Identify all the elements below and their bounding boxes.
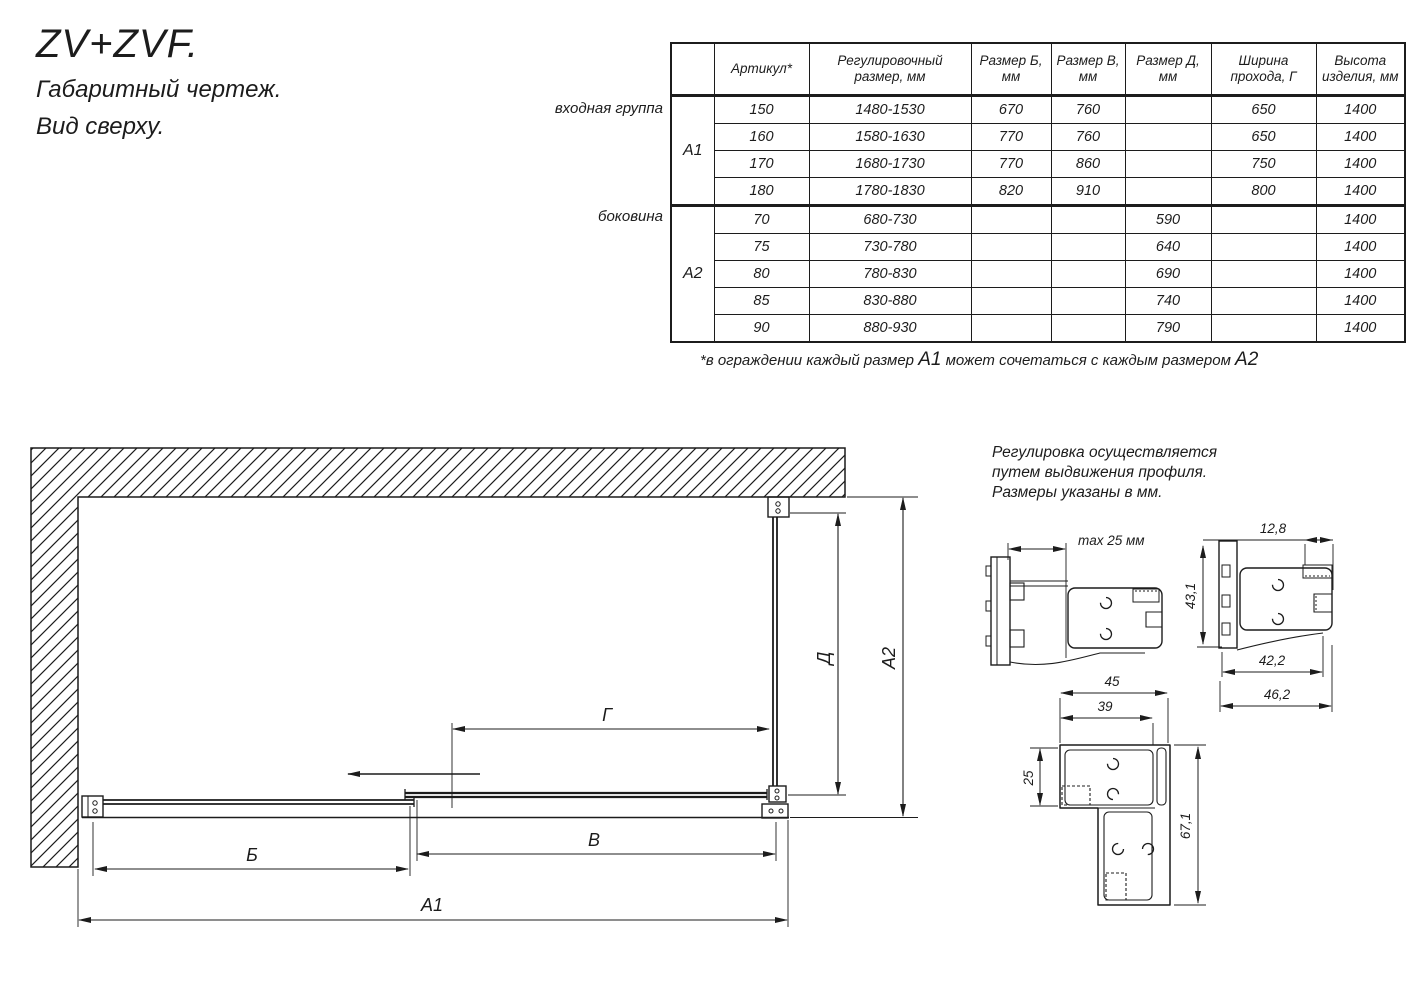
dim-431-label: 43,1	[1183, 582, 1198, 610]
note-line1: Регулировка осуществляется	[992, 444, 1217, 461]
cell: 880-930	[809, 315, 971, 343]
cell: 180	[714, 178, 809, 206]
footnote-a1: А1	[918, 349, 942, 370]
detail-corner-profile	[1021, 674, 1206, 905]
insert-profile	[1068, 588, 1162, 648]
cell: 150	[714, 96, 809, 124]
dim-671-label: 67,1	[1178, 812, 1193, 840]
dim-a1	[78, 820, 788, 927]
top-bracket	[768, 497, 789, 517]
cell: 760	[1051, 96, 1125, 124]
group-code-a1: А1	[671, 96, 714, 206]
header-size-d: Размер Д, мм	[1125, 43, 1211, 96]
header-size-v: Размер В, мм	[1051, 43, 1125, 96]
cell: 1480-1530	[809, 96, 971, 124]
cell: 590	[1125, 206, 1211, 234]
cell: 1400	[1316, 261, 1405, 288]
cell: 820	[971, 178, 1051, 206]
header-height: Высота изделия, мм	[1316, 43, 1405, 96]
dim-422-label: 42,2	[1258, 653, 1286, 668]
cell: 1400	[1316, 124, 1405, 151]
sliding-door	[405, 789, 767, 800]
dim-b-label: Б	[246, 845, 258, 865]
dim-128-label: 12,8	[1259, 521, 1287, 536]
footnote-text: может сочетаться с каждым размером	[941, 352, 1236, 369]
group-code-a2: А2	[671, 206, 714, 343]
cell: 760	[1051, 124, 1125, 151]
detail-wall-profile	[986, 533, 1162, 665]
cell: 680-730	[809, 206, 971, 234]
dim-a2-label: А2	[879, 646, 899, 670]
cell: 75	[714, 234, 809, 261]
group-label-side: боковина	[598, 208, 663, 225]
dim-g-label: Г	[602, 705, 612, 725]
cell: 1400	[1316, 96, 1405, 124]
cell: 1400	[1316, 288, 1405, 315]
cell: 170	[714, 151, 809, 178]
cell: 770	[971, 124, 1051, 151]
cell: 80	[714, 261, 809, 288]
footnote-a2: А2	[1235, 349, 1259, 370]
cell: 740	[1125, 288, 1211, 315]
cell: 650	[1211, 96, 1316, 124]
dim-v-label: В	[587, 830, 601, 850]
corner-bracket	[762, 804, 788, 818]
cell: 160	[714, 124, 809, 151]
cell: 690	[1125, 261, 1211, 288]
cell: 640	[1125, 234, 1211, 261]
dim-25-label: 25	[1021, 770, 1036, 786]
header-adjust: Регулировочный размер, мм	[809, 43, 971, 96]
cell: 830-880	[809, 288, 971, 315]
wall-profile	[82, 796, 103, 817]
fixed-panel	[82, 796, 789, 818]
dim-b	[93, 806, 410, 876]
dim-a2	[790, 497, 918, 818]
dim-a1-label: А1	[420, 895, 444, 915]
header-article: Артикул*	[714, 43, 809, 96]
dim-max25-label: max 25 мм	[1078, 533, 1145, 548]
side-panel	[762, 497, 789, 818]
dim-v	[417, 800, 776, 861]
dim-462-label: 46,2	[1263, 687, 1291, 702]
cell: 670	[971, 96, 1051, 124]
cell: 910	[1051, 178, 1125, 206]
cell: 85	[714, 288, 809, 315]
subtitle-line2: Вид сверху.	[36, 113, 165, 140]
cell: 1580-1630	[809, 124, 971, 151]
cell: 1400	[1316, 234, 1405, 261]
note-text	[992, 444, 1217, 501]
cell: 770	[971, 151, 1051, 178]
cell: 1780-1830	[809, 178, 971, 206]
cell: 1400	[1316, 151, 1405, 178]
dim-d-label: Д	[814, 651, 834, 665]
cell: 650	[1211, 124, 1316, 151]
note-line3: Размеры указаны в мм.	[992, 484, 1163, 501]
cell: 90	[714, 315, 809, 343]
cell: 1680-1730	[809, 151, 971, 178]
cell: 1400	[1316, 178, 1405, 206]
note-line2: путем выдвижения профиля.	[992, 464, 1208, 481]
cell: 780-830	[809, 261, 971, 288]
cell: 790	[1125, 315, 1211, 343]
detail-profile-46	[1183, 521, 1333, 712]
cell: 1400	[1316, 315, 1405, 343]
subtitle-line1: Габаритный чертеж.	[36, 76, 282, 103]
header-size-b: Размер Б, мм	[971, 43, 1051, 96]
cell: 800	[1211, 178, 1316, 206]
dim-45-label: 45	[1104, 674, 1120, 689]
header-pass: Ширина прохода, Г	[1211, 43, 1316, 96]
page-title: ZV+ZVF.	[36, 22, 199, 66]
footnote-text: *в ограждении каждый размер	[700, 352, 919, 369]
cell: 860	[1051, 151, 1125, 178]
cell: 1400	[1316, 206, 1405, 234]
cell: 70	[714, 206, 809, 234]
dim-39-label: 39	[1097, 699, 1113, 714]
group-label-entrance: входная группа	[554, 100, 663, 117]
dim-d	[788, 513, 846, 795]
cell: 730-780	[809, 234, 971, 261]
cell: 750	[1211, 151, 1316, 178]
